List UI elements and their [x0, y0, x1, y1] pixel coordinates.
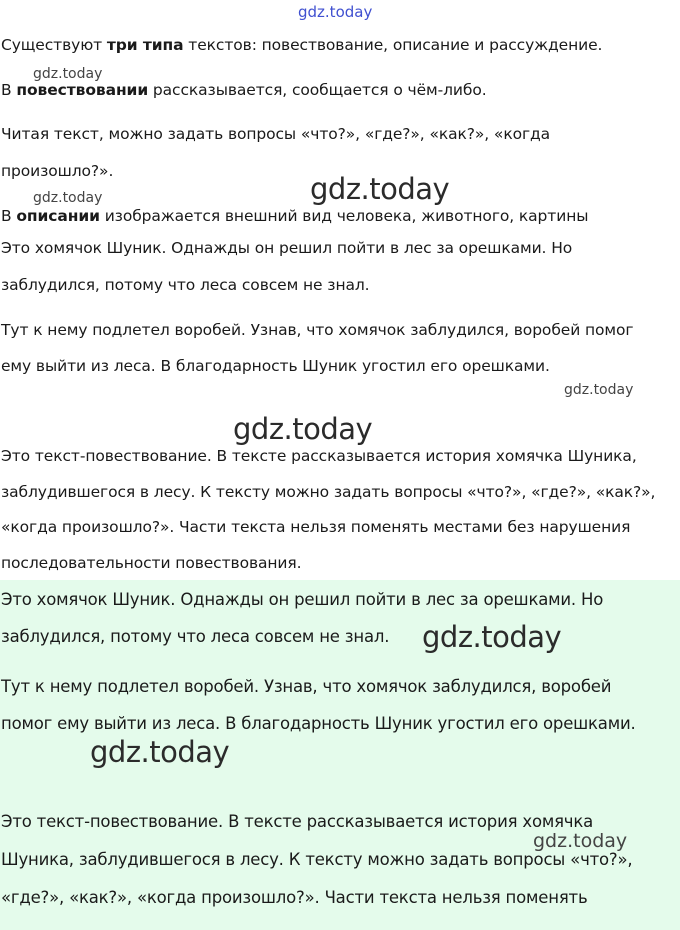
explanation-line-1: Это текст-повествование. В тексте рассказывается история хомячка Шуника, — [1, 447, 637, 465]
watermark: gdz.today — [233, 412, 373, 446]
watermark: gdz.today — [564, 382, 634, 398]
theory-line-3: Читая текст, можно задать вопросы «что?», «где?», «как?», «когда — [1, 125, 551, 143]
explanation-line-3: «когда произошло?». Части текста нельзя поменять местами без нарушения — [1, 518, 631, 536]
answer-explanation-line-3: «где?», «как?», «когда произошло?». Части текста нельзя поменять — [1, 888, 588, 907]
watermark-top: gdz.today — [298, 3, 373, 21]
theory-line-1 — [1, 35, 602, 55]
explanation-line-4: последовательности повествования. — [1, 554, 302, 572]
text: Существуют — [1, 36, 107, 54]
watermark: gdz.today — [310, 172, 450, 206]
watermark: gdz.today — [33, 190, 103, 206]
answer-story-line-4: помог ему выйти из леса. В благодарность Шуник угостил его орешками. — [1, 714, 636, 733]
bold-term: описании — [16, 207, 100, 225]
answer-story-line-3: Тут к нему подлетел воробей. Узнав, что хомячок заблудился, воробей — [1, 677, 612, 696]
story-line-1: Это хомячок Шуник. Однажды он решил пойти в лес за орешками. Но — [1, 239, 573, 257]
watermark: gdz.today — [33, 66, 103, 82]
story-line-3: Тут к нему подлетел воробей. Узнав, что хомячок заблудился, воробей помог — [1, 321, 634, 339]
watermark: gdz.today — [533, 830, 628, 852]
answer-story-line-1: Это хомячок Шуник. Однажды он решил пойти в лес за орешками. Но — [1, 590, 604, 609]
text: В — [1, 81, 17, 99]
answer-explanation-line-2: Шуника, заблудившегося в лесу. К тексту можно задать вопросы «что?», — [1, 850, 633, 869]
watermark: gdz.today — [90, 735, 230, 769]
text: текстов: повествование, описание и рассуждение. — [183, 36, 603, 54]
bold-term: три типа — [106, 36, 184, 54]
text: изображается внешний вид человека, животного, картины — [99, 207, 589, 225]
text: В — [1, 207, 17, 225]
story-line-4: ему выйти из леса. В благодарность Шуник угостил его орешками. — [1, 357, 550, 375]
story-line-2: заблудился, потому что леса совсем не знал. — [1, 276, 370, 294]
answer-story-line-2: заблудился, потому что леса совсем не знал. — [1, 627, 390, 646]
watermark: gdz.today — [422, 620, 562, 654]
answer-explanation-line-1: Это текст-повествование. В тексте рассказывается история хомячка — [1, 812, 594, 831]
bold-term: повествовании — [16, 81, 149, 99]
explanation-line-2: заблудившегося в лесу. К тексту можно задать вопросы «что?», «где?», «как?», — [1, 483, 656, 501]
theory-line-5 — [1, 206, 588, 226]
text: рассказывается, сообщается о чём-либо. — [148, 81, 487, 99]
theory-line-2 — [1, 80, 487, 100]
theory-line-4: произошло?». — [1, 162, 114, 180]
